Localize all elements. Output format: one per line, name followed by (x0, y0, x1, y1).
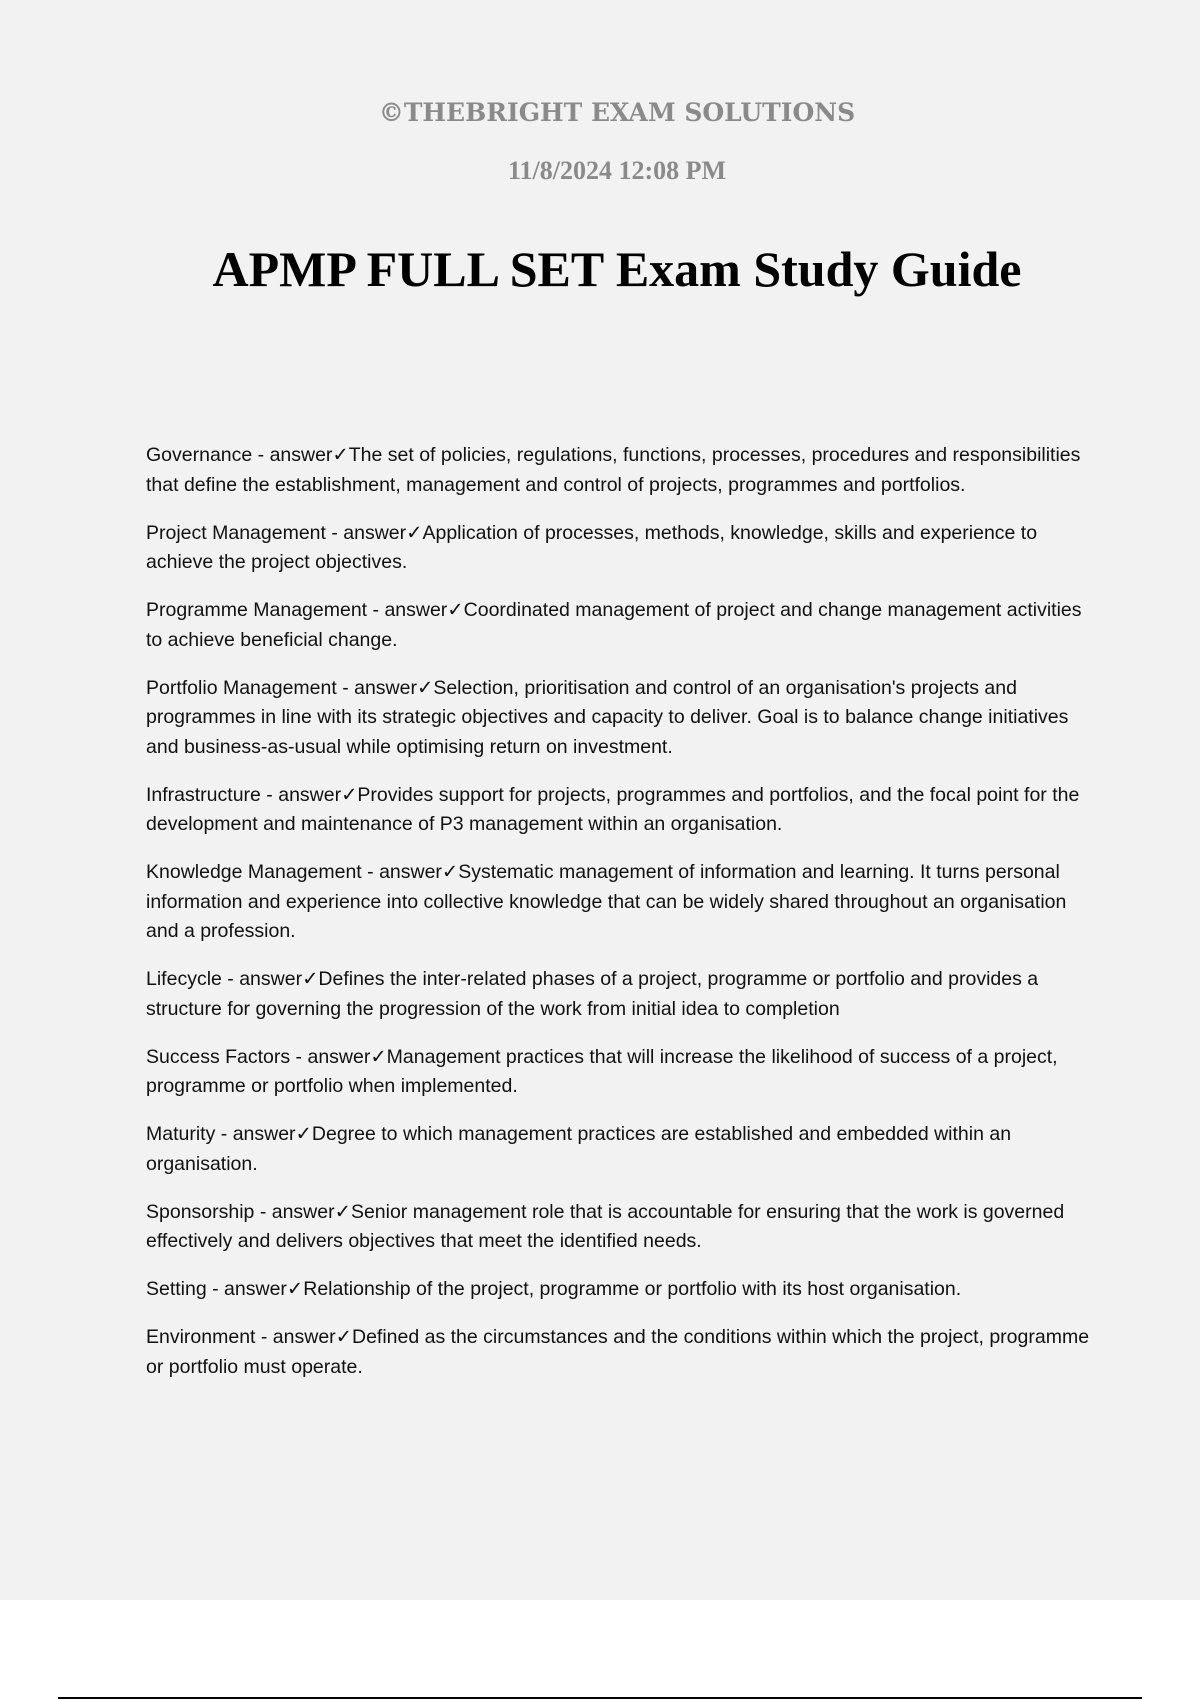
entry-separator: - answer✓ (255, 1326, 352, 1348)
entry-separator: - answer✓ (325, 521, 423, 544)
entry-separator: - answer✓ (260, 783, 358, 806)
entry-term: Lifecycle (146, 968, 222, 990)
glossary-entry-lifecycle (146, 965, 1096, 1024)
entry-definition: Application of processes, methods, knowledge, skills and experience to achieve the project objectives. (146, 521, 1038, 573)
glossary-list (146, 441, 1096, 1401)
glossary-entry-setting (146, 1275, 1096, 1305)
entry-definition: Selection, prioritisation and control of an organisation's projects and programmes in line with its strategic objectives and capacity to deliver. Goal is to balance change initiatives and business-as-usual while optimising return on investment. (146, 676, 1069, 758)
entry-separator: - answer✓ (215, 1123, 312, 1145)
entry-term: Project Management (146, 521, 326, 544)
entry-separator: - answer✓ (290, 1045, 387, 1068)
entry-definition: Coordinated management of project and change management activities to achieve beneficial change. (146, 599, 1082, 651)
glossary-entry-programme-management (146, 596, 1096, 655)
header-brand: ©THEBRIGHT EXAM SOLUTIONS (378, 98, 856, 127)
entry-term: Programme Management (146, 599, 368, 621)
entry-term: Environment (146, 1326, 256, 1348)
entry-term: Setting (146, 1278, 207, 1300)
entry-definition: Provides support for projects, programmes and portfolios, and the focal point for the development and maintenance of P3 management within an organisation. (146, 783, 1080, 835)
entry-separator: - answer✓ (254, 1200, 351, 1223)
entry-term: Sponsorship (146, 1200, 255, 1223)
glossary-entry-infrastructure (146, 781, 1096, 840)
entry-definition: Senior management role that is accountable for ensuring that the work is governed effectively and delivers objectives that meet the identified needs. (146, 1200, 1065, 1252)
entry-separator: - answer✓ (221, 968, 319, 990)
entry-separator: - answer✓ (361, 861, 459, 883)
entry-separator: - answer✓ (336, 676, 434, 699)
entry-term: Portfolio Management (146, 676, 337, 699)
entry-definition: Degree to which management practices are established and embedded within an organisation. (146, 1123, 1012, 1175)
glossary-entry-maturity (146, 1120, 1096, 1179)
header-date: 11/8/2024 12:08 PM (507, 156, 727, 185)
glossary-entry-governance (146, 441, 1096, 500)
entry-term: Success Factors (146, 1045, 291, 1068)
entry-definition: Systematic management of information and learning. It turns personal information and experience into collective knowledge that can be widely shared throughout an organisation and a profession. (146, 861, 1067, 942)
entry-term: Maturity (146, 1123, 216, 1145)
footer-divider (58, 1697, 1142, 1699)
glossary-entry-knowledge-management (146, 858, 1096, 947)
glossary-entry-sponsorship (146, 1198, 1096, 1257)
glossary-entry-environment (146, 1323, 1096, 1382)
glossary-entry-portfolio-management (146, 674, 1096, 763)
entry-definition: Management practices that will increase the likelihood of success of a project, programme or portfolio when implemented. (146, 1045, 1058, 1097)
entry-term: Governance (146, 444, 253, 466)
entry-term: Infrastructure (146, 783, 261, 806)
entry-definition: The set of policies, regulations, functions, processes, procedures and responsibilities that define the establishment, management and control of projects, programmes and portfolios. (146, 444, 1081, 496)
glossary-entry-project-management (146, 519, 1096, 578)
entry-definition: Defines the inter-related phases of a project, programme or portfolio and provides a structure for governing the progression of the work from initial idea to completion (146, 968, 1039, 1020)
entry-separator: - answer✓ (367, 599, 464, 621)
entry-definition: Relationship of the project, programme or portfolio with its host organisation. (303, 1278, 962, 1300)
entry-term: Knowledge Management (146, 861, 362, 883)
entry-separator: - answer✓ (252, 444, 349, 466)
entry-definition: Defined as the circumstances and the conditions within which the project, programme or portfolio must operate. (146, 1326, 1090, 1378)
glossary-entry-success-factors (146, 1043, 1096, 1102)
page-title: APMP FULL SET Exam Study Guide (212, 241, 1022, 297)
entry-separator: - answer✓ (206, 1278, 304, 1300)
